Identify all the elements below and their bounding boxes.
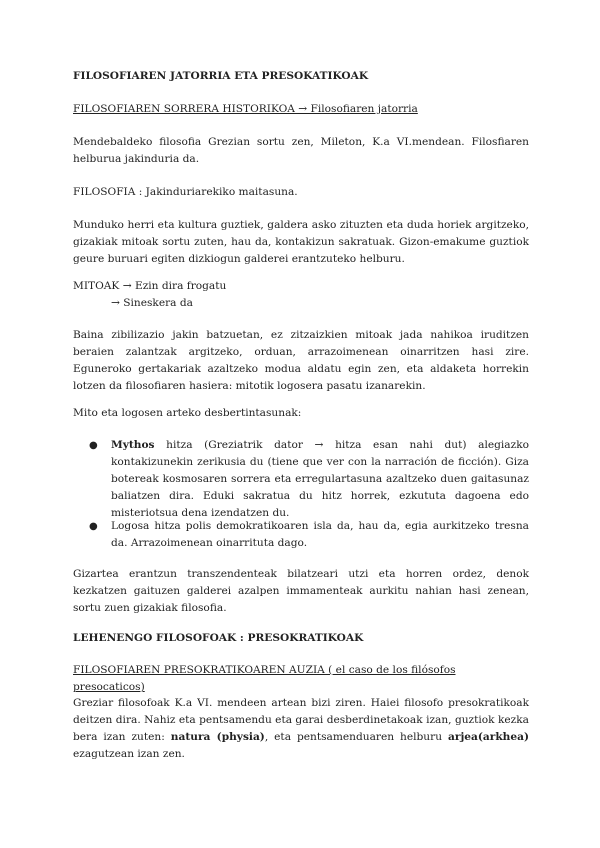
paragraph-definition: FILOSOFIA : Jakinduriarekiko maitasuna. bbox=[73, 186, 298, 198]
section-subtitle-presocratics: FILOSOFIAREN PRESOKRATIKOAREN AUZIA ( el caso de los filósofos presocaticos) bbox=[73, 664, 456, 693]
p7-part-c: , eta pentsamenduaren helburu bbox=[264, 731, 448, 743]
mitoak-list bbox=[73, 278, 529, 312]
mitoak-line-2: → Sineskera da bbox=[111, 297, 193, 309]
mythos-text: hitza (Greziatrik dator → hitza esan nahi dut) alegiazko kontakizunekin zerikusia du (tiene que ver con la narración de ficción). Giza botereak kosmosaren sorrera eta erregulartasuna azaltzeko duen gaitasunaz baliatzen dira. Eduki sakratua du hitz horrek, ezkututa dagoena edo misteriotsua dena izendatzen du. bbox=[111, 439, 529, 519]
paragraph-logos-transition: Baina zibilizazio jakin batzuetan, ez zitzaizkien mitoak jada nahikoa iruditzen beraien zalantzak argitzeko, orduan, arrazoimenean oinarritzen hasi zire. Eguneroko gertakariak azaltzeko modua aldatu egin zen, eta aldaketa horrekin lotzen da filosofiaren hasiera: mitotik logosera pasatu izanarekin. bbox=[73, 329, 529, 392]
mitoak-line-1: MITOAK → Ezin dira frogatu bbox=[73, 280, 227, 292]
paragraph-origin: Mendebaldeko filosofia Grezian sortu zen, Mileton, K.a VI.mendean. Filosfiaren helburua jakinduria da. bbox=[73, 136, 529, 165]
p7-part-a: Greziar filosofoak K.a VI. mendeen artean bizi ziren. Haiei filosofo presokratikoak deitzen dira. Nahiz eta pentsamendu eta garai desberdinetakoak izan, guztiok kezka bera izan zuten: bbox=[73, 697, 529, 743]
physia-term: natura (physia) bbox=[170, 731, 265, 743]
p7-part-e: ezagutzean izan zen. bbox=[73, 748, 185, 760]
differences-list bbox=[73, 437, 529, 522]
differences-list-2 bbox=[73, 518, 529, 552]
list-item-logos bbox=[89, 518, 529, 552]
paragraph-differences-intro: Mito eta logosen arteko desbertintasunak: bbox=[73, 407, 302, 419]
paragraph-myths: Munduko herri eta kultura guztiek, galdera asko zituzten eta duda horiek argitzeko, gizakiak mitoak sortu zuten, hau da, kontakizun sakratuak. Gizon-emakume guztiok geure buruari egiten dizkiogun galderei erantzuteko helburu. bbox=[73, 219, 529, 265]
arkhea-term: arjea(arkhea) bbox=[448, 731, 529, 743]
list-item-mythos bbox=[89, 437, 529, 522]
section-title-presocratics: LEHENENGO FILOSOFOAK : PRESOKRATIKOAK bbox=[73, 632, 364, 644]
document-title: FILOSOFIAREN JATORRIA ETA PRESOKATIKOAK bbox=[73, 70, 369, 82]
bullet-icon: ● bbox=[89, 521, 98, 532]
mythos-term: Mythos bbox=[111, 439, 155, 451]
paragraph-presocratics bbox=[73, 695, 529, 763]
logos-text: Logosa hitza polis demokratikoaren isla da, hau da, egia aurkitzeko tresna da. Arrazoimenean oinarrituta dago. bbox=[111, 520, 529, 549]
bullet-icon: ● bbox=[89, 440, 98, 451]
paragraph-philosophy-birth: Gizartea erantzun transzendenteak bilatzeari utzi eta horren ordez, denok kezkatzen gaituzen galderei azalpen immamenteak aurkitu nahian hasi zenean, sortu zuen gizakiak filosofia. bbox=[73, 568, 529, 614]
section-subtitle-history: FILOSOFIAREN SORRERA HISTORIKOA → Filosofiaren jatorria bbox=[73, 103, 418, 115]
